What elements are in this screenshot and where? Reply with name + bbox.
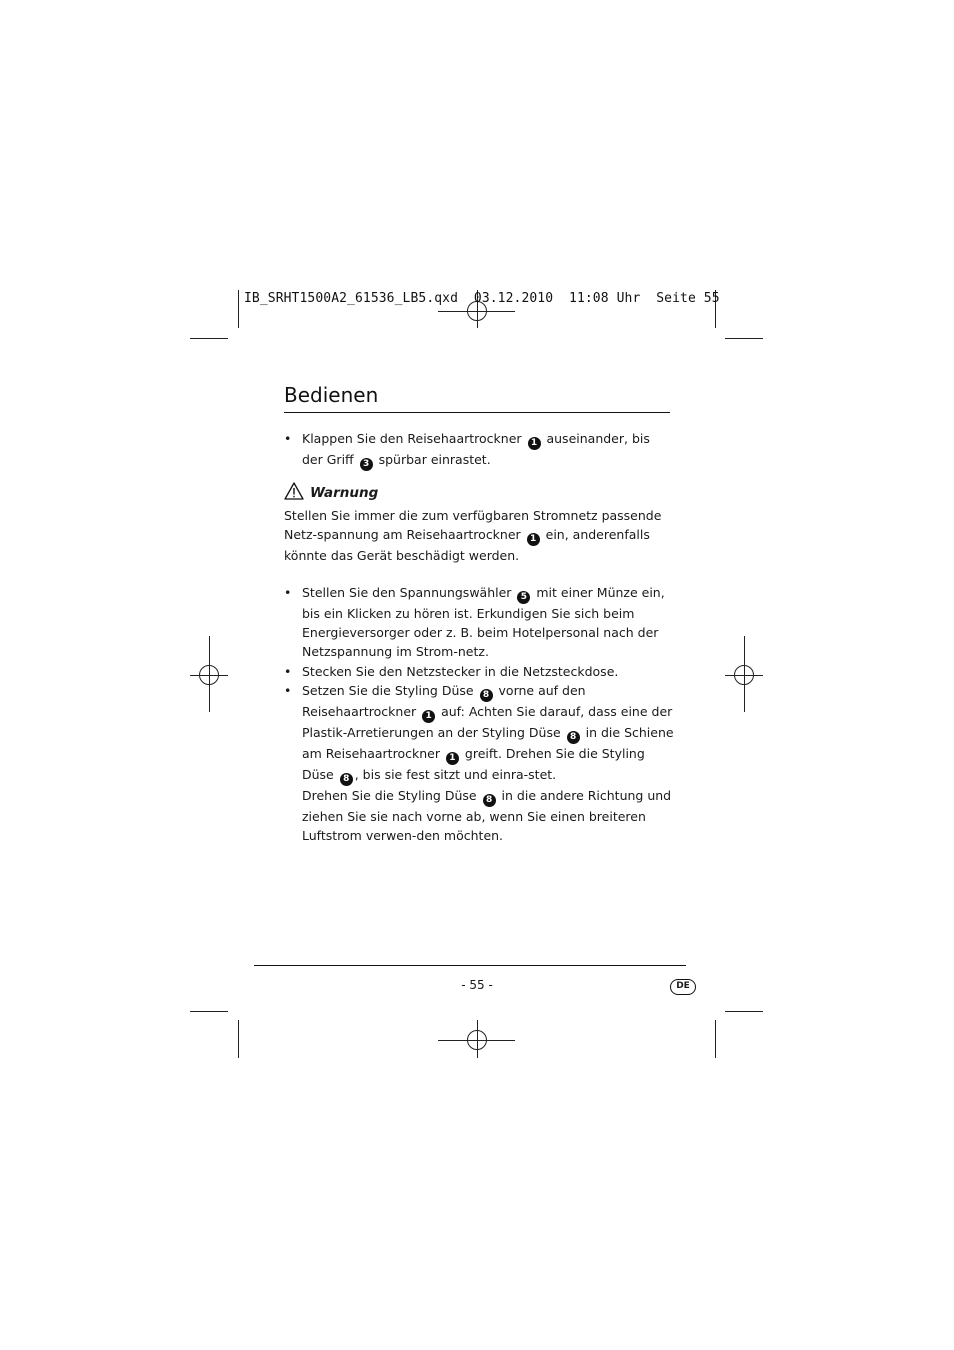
crop-mark: [715, 1020, 716, 1058]
body-text-segment: Klappen Sie den Reisehaartrockner: [302, 431, 526, 446]
body-text-segment: Stecken Sie den Netzstecker in die Netzsteckdose.: [302, 663, 619, 679]
bullet-marker: •: [284, 431, 292, 446]
body-text-segment: Setzen Sie die Styling Düse: [302, 682, 478, 698]
crop-mark: [190, 338, 228, 339]
part-number-badge: 1: [528, 437, 541, 450]
body-text-segment: mit einer Münze ein, bis ein Klicken zu hören ist. Erkundigen Sie sich beim Energieversorger oder z. B. beim Hotelpersonal nach der Netzspannung im Strom-netz.: [302, 585, 665, 660]
print-slug: [244, 291, 720, 306]
bullet-marker: •: [284, 663, 292, 679]
part-number-badge: 1: [527, 533, 540, 546]
list-item-text: [302, 583, 674, 662]
body-text-segment: greift. Drehen Sie die Styling Düse: [302, 745, 645, 782]
part-number-badge: 8: [483, 794, 496, 807]
crop-mark: [238, 290, 239, 328]
crop-mark: [238, 1020, 239, 1058]
part-number-badge: 3: [360, 458, 373, 471]
title-divider: [284, 412, 670, 413]
list-item: [284, 662, 674, 681]
part-number-badge: 1: [422, 710, 435, 723]
page-title: Bedienen: [284, 383, 379, 407]
bullet-marker: •: [284, 682, 292, 698]
part-number-badge: 8: [480, 689, 493, 702]
body-text-segment: , bis sie fest sitzt und einra-stet.: [354, 766, 557, 782]
slug-page: Seite 55: [656, 291, 720, 306]
body-text-segment: ein, anderenfalls könnte das Gerät beschädigt werden.: [284, 527, 650, 564]
footer-divider: [254, 965, 686, 966]
part-number-badge: 8: [340, 773, 353, 786]
bullet-marker: •: [284, 585, 292, 600]
warning-heading: [284, 482, 378, 503]
instruction-list-1: [284, 429, 674, 471]
body-text-segment: Stellen Sie immer die zum verfügbaren Stromnetz passende Netz-spannung am Reisehaartrockner: [284, 508, 662, 543]
list-item: [284, 583, 674, 662]
body-text-segment: spürbar einrastet.: [374, 452, 491, 467]
list-item-continuation: [302, 786, 674, 845]
crop-mark: [725, 338, 763, 339]
instruction-list-2: [284, 583, 674, 845]
part-number-badge: 1: [446, 752, 459, 765]
body-text-segment: Stellen Sie den Spannungswähler: [302, 585, 516, 600]
body-text-segment: auf: Achten Sie darauf, dass eine der Plastik-Arretierungen an der Styling Düse: [302, 703, 673, 740]
body-text-segment: auseinander, bis der Griff: [302, 431, 650, 467]
body-text-segment: Drehen Sie die Styling Düse: [302, 787, 481, 803]
slug-date: 03.12.2010: [473, 291, 554, 306]
list-item: [284, 681, 674, 845]
list-item-text: [302, 681, 674, 786]
slug-time: 11:08 Uhr: [569, 291, 641, 306]
crop-mark: [190, 1011, 228, 1012]
registration-mark-icon: [734, 665, 754, 685]
list-item: [284, 429, 674, 471]
warning-heading-text: Warnung: [310, 485, 379, 501]
body-text-segment: in die Schiene am Reisehaartrockner: [302, 724, 674, 761]
part-number-badge: 5: [517, 591, 530, 604]
part-number-badge: 8: [567, 731, 580, 744]
page-number: - 55 -: [461, 978, 493, 992]
crop-mark: [725, 1011, 763, 1012]
body-text-segment: in die andere Richtung und ziehen Sie sie nach vorne ab, wenn Sie einen breiteren Luftstrom verwen-den möchten.: [302, 787, 672, 844]
list-item-text: [302, 429, 674, 471]
registration-mark-icon: [467, 1030, 487, 1050]
language-badge: DE: [670, 979, 696, 995]
warning-triangle-icon: [284, 482, 304, 500]
slug-file: IB_SRHT1500A2_61536_LB5.qxd: [244, 291, 459, 306]
list-item-text: [302, 662, 674, 681]
body-text-segment: vorne auf den Reisehaartrockner: [302, 682, 586, 719]
registration-mark-icon: [199, 665, 219, 685]
warning-text: [284, 506, 670, 565]
